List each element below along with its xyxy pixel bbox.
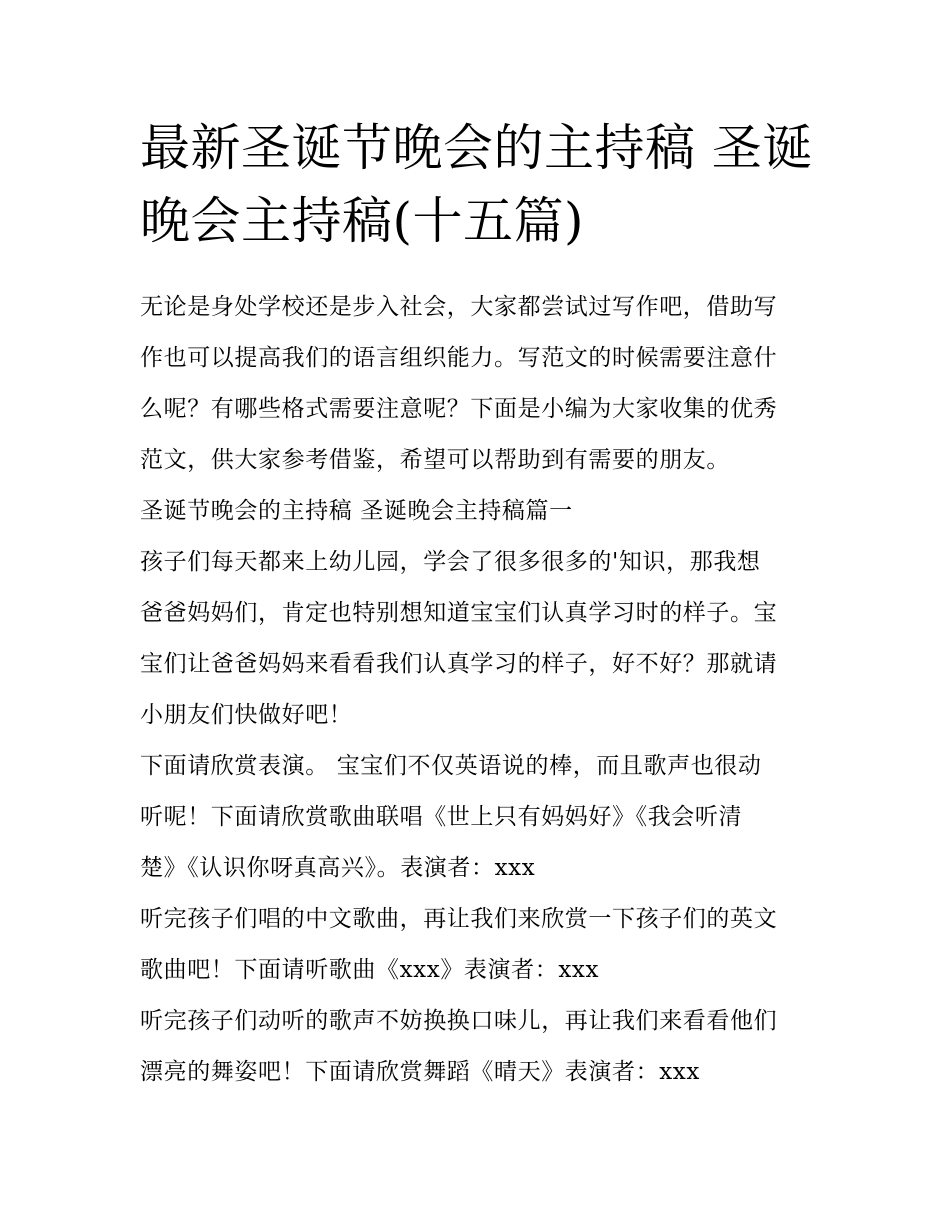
text-line: 无论是身处学校还是步入社会，大家都尝试过写作吧，借助写: [140, 294, 778, 320]
document-content: [140, 112, 820, 1098]
text-line: 小朋友们快做好吧！: [140, 702, 353, 728]
text-line: 听完孩子们动听的歌声不妨换换口味儿，再让我们来看看他们: [140, 1008, 778, 1034]
title-line: 最新圣诞节晚会的主持稿 圣诞: [140, 119, 813, 177]
text-line: 漂亮的舞姿吧！下面请欣赏舞蹈《晴天》表演者：xxx: [140, 1059, 700, 1085]
text-line: 圣诞节晚会的主持稿 圣诞晚会主持稿篇一: [140, 498, 573, 524]
text-line: 范文，供大家参考借鉴，希望可以帮助到有需要的朋友。: [140, 447, 730, 473]
title-line: 晚会主持稿(十五篇): [140, 192, 585, 250]
text-line: 下面请欣赏表演。 宝宝们不仅英语说的棒，而且歌声也很动: [140, 753, 762, 779]
text-line: 作也可以提高我们的语言组织能力。写范文的时候需要注意什: [140, 345, 778, 371]
text-line: 听完孩子们唱的中文歌曲，再让我们来欣赏一下孩子们的英文: [140, 906, 778, 932]
text-line: 么呢？有哪些格式需要注意呢？下面是小编为大家收集的优秀: [140, 396, 778, 422]
document-title: [140, 112, 820, 258]
document-body: [140, 282, 820, 1098]
text-line: 宝们让爸爸妈妈来看看我们认真学习的样子，好不好？那就请: [140, 651, 778, 677]
text-line: 楚》《认识你呀真高兴》。表演者：xxx: [140, 855, 536, 881]
section-heading: [140, 486, 820, 537]
body-paragraph: [140, 537, 820, 741]
intro-paragraph: [140, 282, 820, 486]
body-paragraph: [140, 741, 820, 894]
text-line: 爸爸妈妈们，肯定也特别想知道宝宝们认真学习时的样子。宝: [140, 600, 778, 626]
text-line: 歌曲吧！下面请听歌曲《xxx》表演者：xxx: [140, 957, 600, 983]
text-line: 听呢！下面请欣赏歌曲联唱《世上只有妈妈好》《我会听清: [140, 804, 743, 830]
body-paragraph: [140, 894, 820, 996]
text-line: 孩子们每天都来上幼儿园，学会了很多很多的'知识，那我想: [140, 549, 761, 575]
body-paragraph: [140, 996, 820, 1098]
